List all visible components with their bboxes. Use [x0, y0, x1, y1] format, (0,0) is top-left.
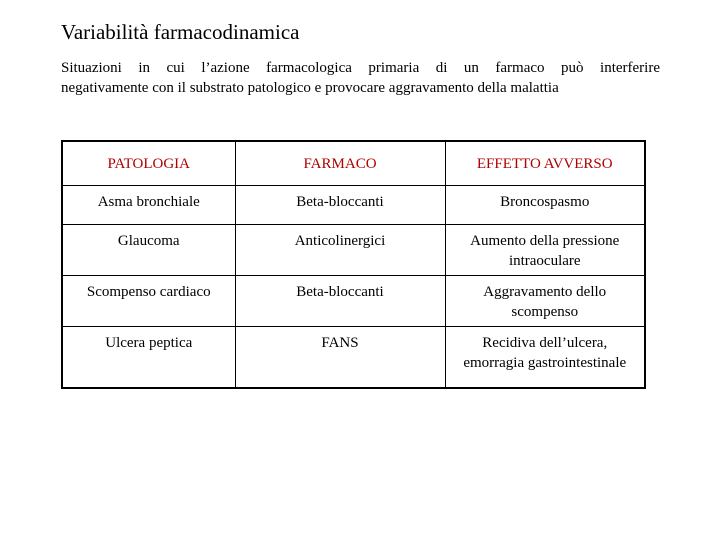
page-subtitle — [61, 58, 660, 98]
cell-farmaco: Beta-bloccanti — [235, 186, 445, 225]
header-farmaco: FARMACO — [235, 141, 445, 186]
table-row — [62, 225, 645, 276]
subtitle-line-2: negativamente con il substrato patologico e provocare aggravamento della malattia — [61, 80, 559, 96]
header-patologia: PATOLOGIA — [62, 141, 235, 186]
table-row — [62, 276, 645, 327]
cell-effetto: Broncospasmo — [445, 186, 645, 225]
subtitle-line-1: Situazioni in cui l’azione farmacologica primaria di un farmaco può interferire — [61, 60, 660, 76]
cell-farmaco: Anticolinergici — [235, 225, 445, 276]
header-effetto-avverso: EFFETTO AVVERSO — [445, 141, 645, 186]
cell-effetto: Aggravamento dello scompenso — [445, 276, 645, 327]
cell-patologia: Ulcera peptica — [62, 327, 235, 389]
cell-farmaco: Beta-bloccanti — [235, 276, 445, 327]
table-header-row — [62, 141, 645, 186]
cell-patologia: Asma bronchiale — [62, 186, 235, 225]
cell-effetto: Aumento della pressione intraoculare — [445, 225, 645, 276]
cell-patologia: Scompenso cardiaco — [62, 276, 235, 327]
cell-farmaco: FANS — [235, 327, 445, 389]
page-title: Variabilità farmacodinamica — [61, 20, 300, 44]
cell-effetto: Recidiva dell’ulcera, emorragia gastrointestinale — [445, 327, 645, 389]
adverse-effects-table — [61, 140, 646, 389]
table-row — [62, 327, 645, 389]
cell-patologia: Glaucoma — [62, 225, 235, 276]
table-row — [62, 186, 645, 225]
